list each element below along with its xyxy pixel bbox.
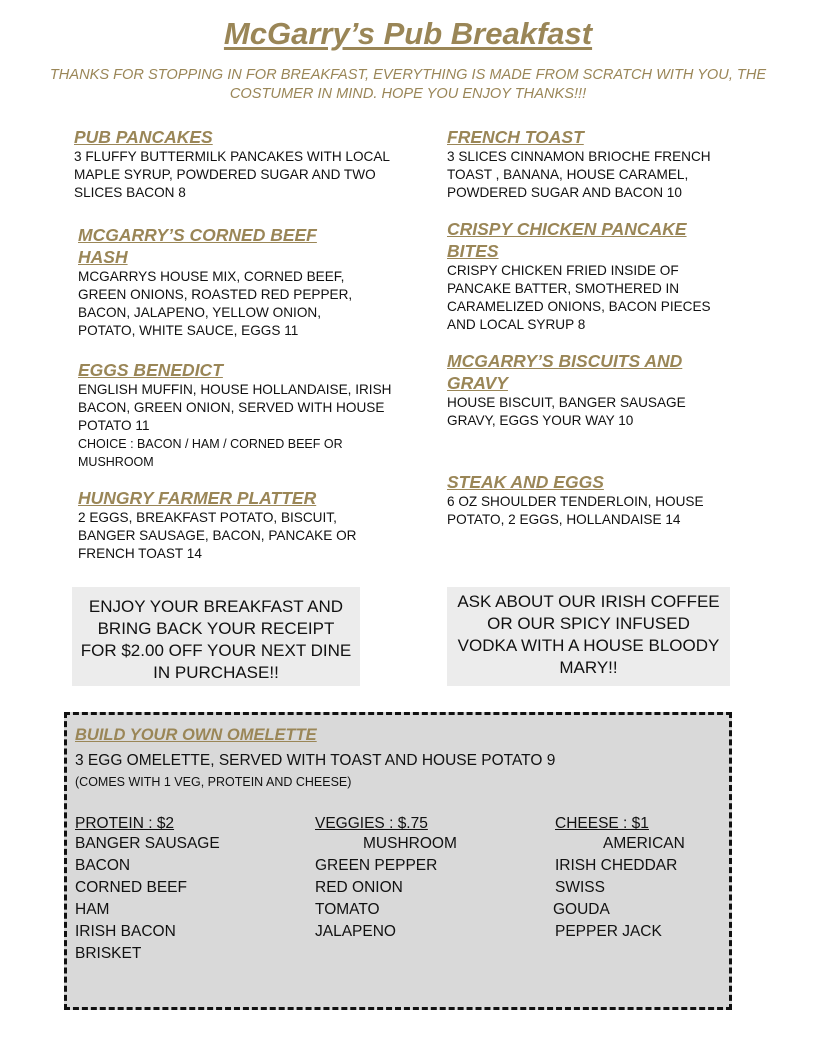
list-item: PEPPER JACK [555, 923, 662, 940]
protein-header: PROTEIN : $2 [75, 815, 175, 832]
item-description: 3 SLICES CINNAMON BRIOCHE FRENCH TOAST , BANANA, HOUSE CARAMEL, POWDERED SUGAR AND BACON 10 [447, 149, 711, 200]
menu-item-chicken-pancake-bites [447, 218, 747, 334]
item-description: 6 OZ SHOULDER TENDERLOIN, HOUSE POTATO, 2 EGGS, HOLLANDAISE 14 [447, 494, 704, 527]
list-item: GREEN PEPPER [315, 857, 438, 874]
cheese-column [555, 815, 725, 943]
item-name: FRENCH TOAST [447, 127, 584, 147]
item-description: ENGLISH MUFFIN, HOUSE HOLLANDAISE, IRISH BACON, GREEN ONION, SERVED WITH HOUSE POTATO 11 [78, 382, 392, 433]
menu-item-steak-eggs [447, 471, 747, 529]
list-item: RED ONION [315, 879, 403, 896]
list-item: MUSHROOM [363, 835, 457, 852]
item-description: MCGARRYS HOUSE MIX, CORNED BEEF, GREEN ONIONS, ROASTED RED PEPPER, BACON, JALAPENO, YELLOW ONION, POTATO, WHITE SAUCE, EGGS 11 [78, 269, 353, 338]
item-name: MCGARRY’S CORNED BEEF HASH [78, 225, 317, 267]
omelette-title: BUILD YOUR OWN OMELETTE [75, 726, 317, 744]
item-description: HOUSE BISCUIT, BANGER SAUSAGE GRAVY, EGGS YOUR WAY 10 [447, 395, 686, 428]
item-name: CRISPY CHICKEN PANCAKE BITES [447, 219, 687, 261]
list-item: GOUDA [553, 901, 610, 918]
menu-item-corned-beef-hash [78, 224, 378, 340]
menu-item-french-toast [447, 126, 747, 202]
omelette-description: 3 EGG OMELETTE, SERVED WITH TOAST AND HOUSE POTATO 9 [75, 752, 556, 769]
omelette-note: (COMES WITH 1 VEG, PROTEIN AND CHEESE) [75, 775, 352, 789]
list-item: BANGER SAUSAGE [75, 835, 220, 852]
menu-item-hungry-farmer [78, 487, 398, 563]
veggies-column [315, 815, 515, 943]
list-item: JALAPENO [315, 923, 396, 940]
item-choice-note: CHOICE : BACON / HAM / CORNED BEEF OR MUSHROOM [78, 437, 343, 469]
veggies-header: VEGGIES : $.75 [315, 815, 428, 832]
list-item: HAM [75, 901, 110, 918]
menu-item-eggs-benedict [78, 359, 398, 471]
list-item: SWISS [555, 879, 605, 896]
menu-tagline: THANKS FOR STOPPING IN FOR BREAKFAST, EVERYTHING IS MADE FROM SCRATCH WITH YOU, THE COSTUMER IN MIND. HOPE YOU ENJOY THANKS!!! [49, 67, 767, 102]
protein-column [75, 815, 275, 965]
list-item: AMERICAN [603, 835, 685, 852]
promo-irish-coffee: ASK ABOUT OUR IRISH COFFEE OR OUR SPICY INFUSED VODKA WITH A HOUSE BLOODY MARY!! [447, 587, 730, 686]
item-name: STEAK AND EGGS [447, 472, 604, 492]
list-item: IRISH BACON [75, 923, 176, 940]
list-item: BRISKET [75, 945, 142, 962]
menu-item-pub-pancakes [74, 126, 404, 202]
menu-item-biscuits-gravy [447, 350, 747, 430]
omelette-section [64, 712, 732, 1010]
item-name: MCGARRY’S BISCUITS AND GRAVY [447, 351, 683, 393]
item-description: 2 EGGS, BREAKFAST POTATO, BISCUIT, BANGER SAUSAGE, BACON, PANCAKE OR FRENCH TOAST 14 [78, 510, 357, 561]
cheese-header: CHEESE : $1 [555, 815, 649, 832]
menu-title: McGarry’s Pub Breakfast [223, 16, 593, 51]
list-item: IRISH CHEDDAR [555, 857, 678, 874]
promo-receipt-discount: ENJOY YOUR BREAKFAST AND BRING BACK YOUR RECEIPT FOR $2.00 OFF YOUR NEXT DINE IN PURCHASE!! [72, 587, 360, 686]
item-description: 3 FLUFFY BUTTERMILK PANCAKES WITH LOCAL MAPLE SYRUP, POWDERED SUGAR AND TWO SLICES BACON 8 [74, 149, 390, 200]
item-description: CRISPY CHICKEN FRIED INSIDE OF PANCAKE BATTER, SMOTHERED IN CARAMELIZED ONIONS, BACON PIECES AND LOCAL SYRUP 8 [447, 263, 711, 332]
list-item: BACON [75, 857, 131, 874]
item-name: PUB PANCAKES [74, 127, 213, 147]
item-name: HUNGRY FARMER PLATTER [78, 488, 317, 508]
item-name: EGGS BENEDICT [78, 360, 223, 380]
list-item: TOMATO [315, 901, 380, 918]
list-item: CORNED BEEF [75, 879, 187, 896]
